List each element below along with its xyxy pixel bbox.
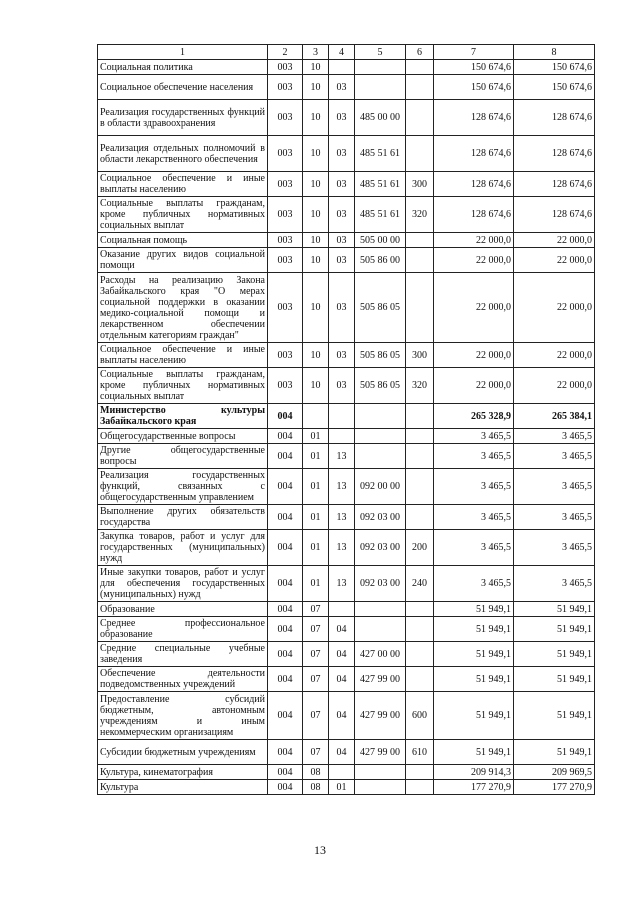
amount-cell: 22 000,0 [514, 233, 595, 248]
target-item-cell: 505 86 05 [355, 368, 406, 404]
amount-cell: 51 949,1 [434, 740, 514, 765]
subsection-cell: 03 [329, 368, 355, 404]
subsection-cell: 13 [329, 505, 355, 530]
amount-cell: 3 465,5 [434, 566, 514, 602]
admin-code-cell: 004 [268, 740, 303, 765]
amount-cell: 51 949,1 [514, 617, 595, 642]
target-item-cell: 485 51 61 [355, 197, 406, 233]
expense-type-cell [406, 469, 434, 505]
expense-type-cell: 300 [406, 343, 434, 368]
row-name-cell: Закупка товаров, работ и услуг для государственных (муниципальных) нужд [98, 530, 268, 566]
table-row [98, 530, 595, 566]
target-item-cell [355, 429, 406, 444]
amount-cell: 51 949,1 [514, 692, 595, 740]
amount-cell: 51 949,1 [514, 642, 595, 667]
admin-code-cell: 003 [268, 273, 303, 343]
amount-cell: 265 328,9 [434, 404, 514, 429]
header-cell: 4 [329, 45, 355, 60]
target-item-cell: 092 03 00 [355, 505, 406, 530]
subsection-cell: 13 [329, 469, 355, 505]
amount-cell: 3 465,5 [434, 444, 514, 469]
amount-cell: 128 674,6 [514, 197, 595, 233]
row-name-cell: Культура, кинематография [98, 765, 268, 780]
expense-type-cell [406, 100, 434, 136]
expense-type-cell [406, 780, 434, 795]
subsection-cell: 03 [329, 343, 355, 368]
header-cell: 1 [98, 45, 268, 60]
expense-type-cell [406, 444, 434, 469]
expense-type-cell: 320 [406, 368, 434, 404]
expense-type-cell [406, 136, 434, 172]
row-name-cell: Социальное обеспечение и иные выплаты населению [98, 343, 268, 368]
amount-cell: 51 949,1 [434, 692, 514, 740]
page-number: 13 [314, 843, 326, 857]
header-cell: 6 [406, 45, 434, 60]
table-row [98, 172, 595, 197]
amount-cell: 22 000,0 [434, 233, 514, 248]
amount-cell: 51 949,1 [514, 667, 595, 692]
row-name-cell: Реализация отдельных полномочий в области лекарственного обеспечения [98, 136, 268, 172]
section-cell: 08 [303, 780, 329, 795]
table-row [98, 469, 595, 505]
amount-cell: 177 270,9 [514, 780, 595, 795]
section-cell: 08 [303, 765, 329, 780]
section-cell: 10 [303, 273, 329, 343]
table-row [98, 429, 595, 444]
table-row [98, 136, 595, 172]
section-cell: 10 [303, 368, 329, 404]
amount-cell: 51 949,1 [434, 667, 514, 692]
subsection-cell: 04 [329, 617, 355, 642]
section-cell: 07 [303, 602, 329, 617]
admin-code-cell: 003 [268, 233, 303, 248]
admin-code-cell: 003 [268, 368, 303, 404]
amount-cell: 22 000,0 [514, 248, 595, 273]
table-row [98, 368, 595, 404]
amount-cell: 209 969,5 [514, 765, 595, 780]
amount-cell: 22 000,0 [514, 273, 595, 343]
expense-type-cell: 610 [406, 740, 434, 765]
expense-type-cell [406, 617, 434, 642]
table-row [98, 765, 595, 780]
section-cell: 10 [303, 248, 329, 273]
row-name-cell: Социальные выплаты гражданам, кроме публичных нормативных социальных выплат [98, 197, 268, 233]
section-cell: 10 [303, 75, 329, 100]
amount-cell: 3 465,5 [434, 469, 514, 505]
section-cell: 10 [303, 233, 329, 248]
target-item-cell: 427 00 00 [355, 642, 406, 667]
table-row [98, 248, 595, 273]
admin-code-cell: 004 [268, 617, 303, 642]
row-name-cell: Культура [98, 780, 268, 795]
admin-code-cell: 003 [268, 248, 303, 273]
row-name-cell: Среднее профессиональное образование [98, 617, 268, 642]
row-name-cell: Социальное обеспечение и иные выплаты населению [98, 172, 268, 197]
expense-type-cell [406, 248, 434, 273]
target-item-cell: 092 00 00 [355, 469, 406, 505]
amount-cell: 128 674,6 [434, 197, 514, 233]
admin-code-cell: 004 [268, 692, 303, 740]
subsection-cell: 03 [329, 172, 355, 197]
row-name-cell: Обеспечение деятельности подведомственных учреждений [98, 667, 268, 692]
expense-type-cell [406, 429, 434, 444]
section-cell: 07 [303, 740, 329, 765]
row-name-cell: Выполнение других обязательств государства [98, 505, 268, 530]
table-row [98, 444, 595, 469]
section-cell: 01 [303, 444, 329, 469]
section-cell [303, 404, 329, 429]
subsection-cell: 13 [329, 566, 355, 602]
amount-cell: 51 949,1 [434, 617, 514, 642]
target-item-cell [355, 444, 406, 469]
target-item-cell: 505 86 05 [355, 273, 406, 343]
table-body [98, 60, 595, 795]
table-row [98, 233, 595, 248]
table-row [98, 642, 595, 667]
amount-cell: 3 465,5 [514, 505, 595, 530]
table-row [98, 75, 595, 100]
section-cell: 10 [303, 60, 329, 75]
row-name-cell: Реализация государственных функций в области здравоохранения [98, 100, 268, 136]
target-item-cell: 427 99 00 [355, 667, 406, 692]
amount-cell: 128 674,6 [514, 172, 595, 197]
admin-code-cell: 004 [268, 429, 303, 444]
amount-cell: 209 914,3 [434, 765, 514, 780]
admin-code-cell: 004 [268, 765, 303, 780]
amount-cell: 3 465,5 [514, 566, 595, 602]
subsection-cell: 03 [329, 136, 355, 172]
amount-cell: 265 384,1 [514, 404, 595, 429]
row-name-cell: Субсидии бюджетным учреждениям [98, 740, 268, 765]
section-cell: 01 [303, 530, 329, 566]
amount-cell: 150 674,6 [514, 60, 595, 75]
section-cell: 10 [303, 172, 329, 197]
section-cell: 01 [303, 469, 329, 505]
row-name-cell: Образование [98, 602, 268, 617]
expense-type-cell [406, 404, 434, 429]
expense-type-cell [406, 667, 434, 692]
admin-code-cell: 003 [268, 136, 303, 172]
subsection-cell: 13 [329, 530, 355, 566]
expense-type-cell: 300 [406, 172, 434, 197]
amount-cell: 3 465,5 [514, 530, 595, 566]
amount-cell: 128 674,6 [514, 100, 595, 136]
subsection-cell: 03 [329, 75, 355, 100]
table-row [98, 100, 595, 136]
section-cell: 07 [303, 617, 329, 642]
expense-type-cell [406, 273, 434, 343]
subsection-cell: 03 [329, 248, 355, 273]
row-name-cell: Социальное обеспечение населения [98, 75, 268, 100]
row-name-cell: Средние специальные учебные заведения [98, 642, 268, 667]
amount-cell: 150 674,6 [434, 60, 514, 75]
budget-table [97, 44, 595, 795]
expense-type-cell [406, 602, 434, 617]
admin-code-cell: 004 [268, 667, 303, 692]
amount-cell: 51 949,1 [514, 602, 595, 617]
table-row [98, 667, 595, 692]
table-row [98, 566, 595, 602]
amount-cell: 51 949,1 [514, 740, 595, 765]
amount-cell: 22 000,0 [434, 343, 514, 368]
amount-cell: 22 000,0 [514, 368, 595, 404]
row-name-cell: Иные закупки товаров, работ и услуг для обеспечения государственных (муниципальных) нужд [98, 566, 268, 602]
subsection-cell: 01 [329, 780, 355, 795]
section-cell: 01 [303, 505, 329, 530]
row-name-cell: Социальная помощь [98, 233, 268, 248]
table-row [98, 343, 595, 368]
subsection-cell: 13 [329, 444, 355, 469]
header-cell: 5 [355, 45, 406, 60]
table-row [98, 617, 595, 642]
expense-type-cell: 200 [406, 530, 434, 566]
row-name-cell: Оказание других видов социальной помощи [98, 248, 268, 273]
target-item-cell: 427 99 00 [355, 692, 406, 740]
admin-code-cell: 003 [268, 197, 303, 233]
table-row [98, 505, 595, 530]
amount-cell: 3 465,5 [434, 505, 514, 530]
target-item-cell [355, 60, 406, 75]
expense-type-cell: 240 [406, 566, 434, 602]
amount-cell: 3 465,5 [514, 444, 595, 469]
target-item-cell [355, 617, 406, 642]
target-item-cell: 505 86 05 [355, 343, 406, 368]
subsection-cell [329, 60, 355, 75]
amount-cell: 150 674,6 [514, 75, 595, 100]
expense-type-cell [406, 765, 434, 780]
target-item-cell: 092 03 00 [355, 566, 406, 602]
row-name-cell: Предоставление субсидий бюджетным, автономным учреждениям и иным некоммерческим организациям [98, 692, 268, 740]
amount-cell: 22 000,0 [434, 248, 514, 273]
header-cell: 8 [514, 45, 595, 60]
row-name-cell: Другие общегосударственные вопросы [98, 444, 268, 469]
amount-cell: 150 674,6 [434, 75, 514, 100]
admin-code-cell: 004 [268, 469, 303, 505]
row-name-cell: Министерство культуры Забайкальского края [98, 404, 268, 429]
target-item-cell: 092 03 00 [355, 530, 406, 566]
amount-cell: 3 465,5 [514, 469, 595, 505]
target-item-cell: 485 51 61 [355, 136, 406, 172]
row-name-cell: Социальные выплаты гражданам, кроме публичных нормативных социальных выплат [98, 368, 268, 404]
expense-type-cell [406, 233, 434, 248]
amount-cell: 22 000,0 [514, 343, 595, 368]
target-item-cell: 427 99 00 [355, 740, 406, 765]
target-item-cell: 485 51 61 [355, 172, 406, 197]
amount-cell: 3 465,5 [434, 429, 514, 444]
admin-code-cell: 003 [268, 60, 303, 75]
row-name-cell: Социальная политика [98, 60, 268, 75]
subsection-cell: 04 [329, 667, 355, 692]
admin-code-cell: 003 [268, 100, 303, 136]
section-cell: 10 [303, 197, 329, 233]
section-cell: 10 [303, 343, 329, 368]
section-cell: 10 [303, 136, 329, 172]
header-cell: 3 [303, 45, 329, 60]
admin-code-cell: 004 [268, 404, 303, 429]
admin-code-cell: 004 [268, 566, 303, 602]
subsection-cell: 04 [329, 692, 355, 740]
section-cell: 07 [303, 692, 329, 740]
expense-type-cell [406, 642, 434, 667]
header-cell: 2 [268, 45, 303, 60]
table-row [98, 780, 595, 795]
table-row [98, 740, 595, 765]
header-row [98, 45, 595, 60]
admin-code-cell: 003 [268, 75, 303, 100]
target-item-cell [355, 780, 406, 795]
subsection-cell: 03 [329, 197, 355, 233]
admin-code-cell: 004 [268, 602, 303, 617]
amount-cell: 128 674,6 [434, 172, 514, 197]
expense-type-cell [406, 75, 434, 100]
subsection-cell [329, 429, 355, 444]
table-row [98, 692, 595, 740]
row-name-cell: Общегосударственные вопросы [98, 429, 268, 444]
subsection-cell: 03 [329, 233, 355, 248]
subsection-cell: 03 [329, 100, 355, 136]
target-item-cell: 485 00 00 [355, 100, 406, 136]
subsection-cell [329, 602, 355, 617]
section-cell: 01 [303, 429, 329, 444]
target-item-cell: 505 86 00 [355, 248, 406, 273]
target-item-cell [355, 404, 406, 429]
admin-code-cell: 003 [268, 343, 303, 368]
subsection-cell: 03 [329, 273, 355, 343]
expense-type-cell: 600 [406, 692, 434, 740]
amount-cell: 22 000,0 [434, 368, 514, 404]
target-item-cell: 505 00 00 [355, 233, 406, 248]
amount-cell: 51 949,1 [434, 642, 514, 667]
admin-code-cell: 003 [268, 172, 303, 197]
admin-code-cell: 004 [268, 780, 303, 795]
table-row [98, 602, 595, 617]
admin-code-cell: 004 [268, 530, 303, 566]
subsection-cell [329, 404, 355, 429]
header-cell: 7 [434, 45, 514, 60]
expense-type-cell [406, 60, 434, 75]
section-cell: 01 [303, 566, 329, 602]
table-row [98, 197, 595, 233]
section-cell: 10 [303, 100, 329, 136]
target-item-cell [355, 765, 406, 780]
row-name-cell: Реализация государственных функций, связанных с общегосударственным управлением [98, 469, 268, 505]
admin-code-cell: 004 [268, 444, 303, 469]
subsection-cell: 04 [329, 642, 355, 667]
table-row [98, 404, 595, 429]
amount-cell: 22 000,0 [434, 273, 514, 343]
amount-cell: 128 674,6 [514, 136, 595, 172]
table-row [98, 273, 595, 343]
section-cell: 07 [303, 667, 329, 692]
amount-cell: 128 674,6 [434, 136, 514, 172]
amount-cell: 128 674,6 [434, 100, 514, 136]
amount-cell: 3 465,5 [434, 530, 514, 566]
subsection-cell [329, 765, 355, 780]
expense-type-cell: 320 [406, 197, 434, 233]
admin-code-cell: 004 [268, 505, 303, 530]
section-cell: 07 [303, 642, 329, 667]
row-name-cell: Расходы на реализацию Закона Забайкальского края "О мерах социальной поддержки в оказании медико-социальной помощи и лекарственном обеспечении отдельным категориям граждан" [98, 273, 268, 343]
amount-cell: 3 465,5 [514, 429, 595, 444]
table-row [98, 60, 595, 75]
expense-type-cell [406, 505, 434, 530]
amount-cell: 51 949,1 [434, 602, 514, 617]
subsection-cell: 04 [329, 740, 355, 765]
amount-cell: 177 270,9 [434, 780, 514, 795]
admin-code-cell: 004 [268, 642, 303, 667]
target-item-cell [355, 75, 406, 100]
target-item-cell [355, 602, 406, 617]
